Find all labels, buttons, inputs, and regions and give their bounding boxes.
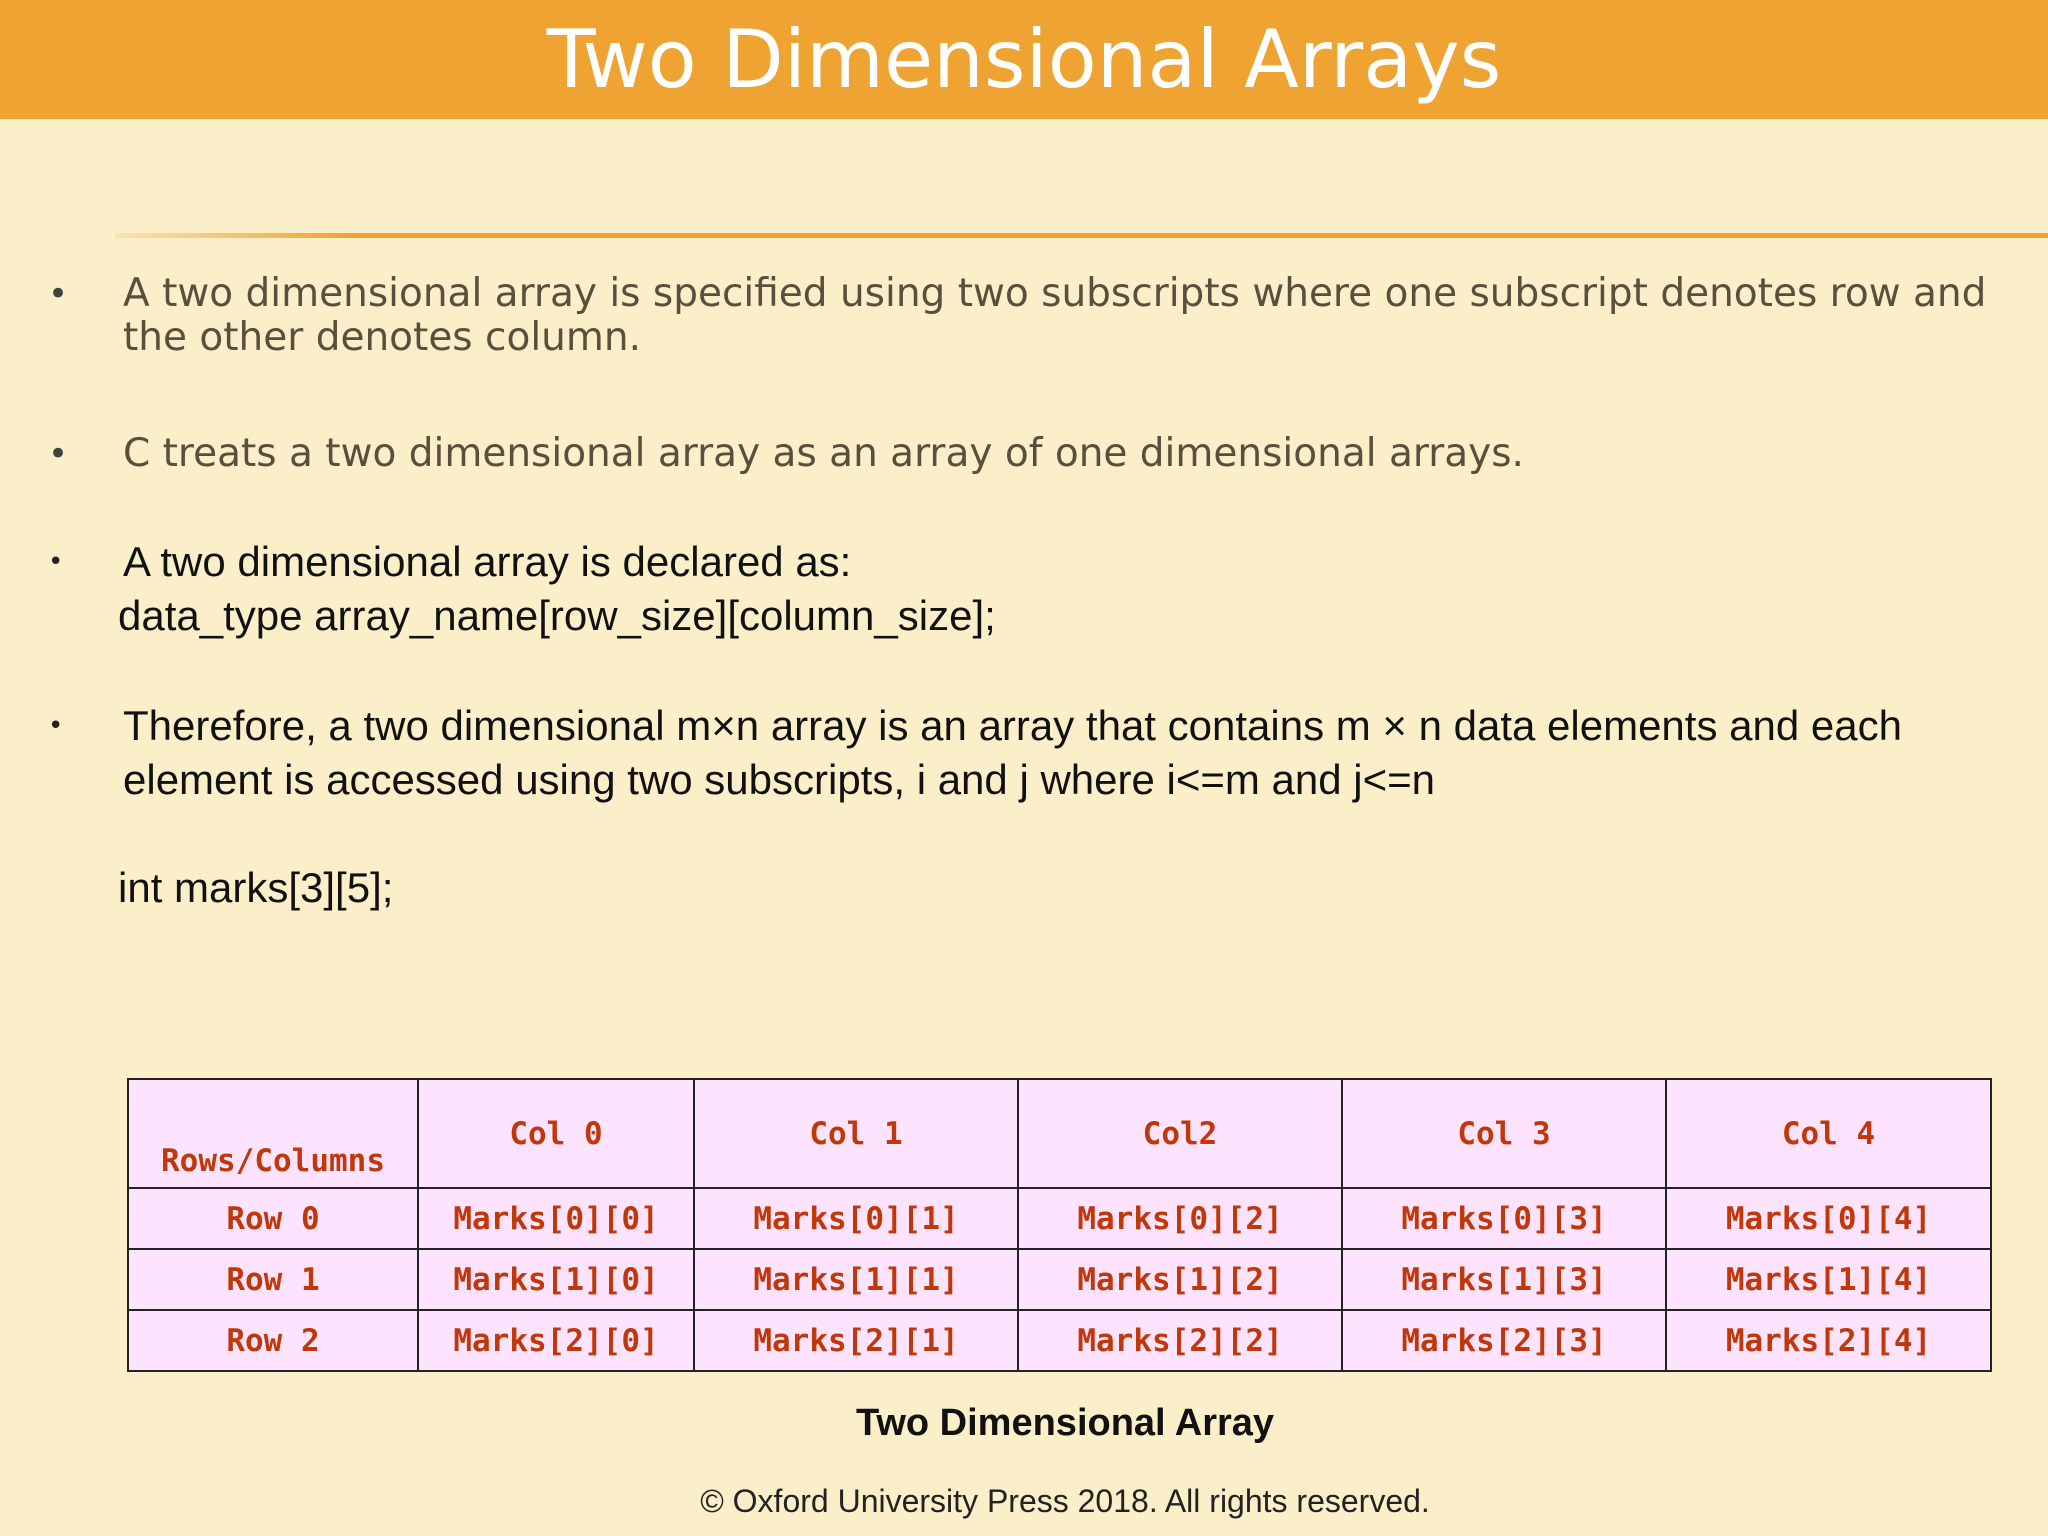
bullet-text: C treats a two dimensional array as an array of one dimensional arrays.	[123, 431, 1524, 476]
column-header: Col2	[1018, 1079, 1342, 1188]
row-label: Row 0	[128, 1188, 418, 1249]
column-header: Col 4	[1666, 1079, 1991, 1188]
table-header-row	[128, 1079, 1991, 1188]
bullet-text: A two dimensional array is specified using two subscripts where one subscript denotes row and the other denotes column.	[123, 271, 1987, 360]
bullet-text: Therefore, a two dimensional m×n array is an array that contains m × n data elements and each element is accessed using two subscripts, i and j where i<=m and j<=n	[123, 702, 1902, 803]
table-cell: Marks[1][4]	[1666, 1249, 1991, 1310]
column-header: Col 0	[418, 1079, 694, 1188]
table-row	[128, 1249, 1991, 1310]
table-corner-header: Rows/Columns	[128, 1079, 418, 1188]
table-cell: Marks[2][2]	[1018, 1310, 1342, 1371]
declaration-syntax: data_type array_name[row_size][column_size];	[118, 592, 996, 639]
bullet-text: A two dimensional array is declared as:	[123, 538, 852, 585]
table-cell: Marks[1][0]	[418, 1249, 694, 1310]
bullet-dot: •	[48, 547, 64, 577]
table-cell: Marks[0][3]	[1342, 1188, 1666, 1249]
table-cell: Marks[0][2]	[1018, 1188, 1342, 1249]
table-cell: Marks[2][0]	[418, 1310, 694, 1371]
slide-title: Two Dimensional Arrays	[546, 13, 1502, 106]
column-header: Col 3	[1342, 1079, 1666, 1188]
bullet-dot: •	[48, 434, 69, 474]
table-cell: Marks[2][4]	[1666, 1310, 1991, 1371]
table-cell: Marks[0][1]	[694, 1188, 1018, 1249]
row-label: Row 1	[128, 1249, 418, 1310]
bullet-dot: •	[48, 711, 64, 741]
table-cell: Marks[2][1]	[694, 1310, 1018, 1371]
column-header: Col 1	[694, 1079, 1018, 1188]
table-cell: Marks[1][3]	[1342, 1249, 1666, 1310]
table-cell: Marks[0][4]	[1666, 1188, 1991, 1249]
table-cell: Marks[1][2]	[1018, 1249, 1342, 1310]
table-cell: Marks[0][0]	[418, 1188, 694, 1249]
table-cell: Marks[2][3]	[1342, 1310, 1666, 1371]
table-row	[128, 1310, 1991, 1371]
table-caption: Two Dimensional Array	[855, 1402, 1275, 1444]
title-bar	[0, 0, 2048, 119]
table-cell: Marks[1][1]	[694, 1249, 1018, 1310]
table-row	[128, 1188, 1991, 1249]
example-declaration: int marks[3][5];	[118, 864, 394, 911]
bullet-dot: •	[48, 274, 69, 314]
row-label: Row 2	[128, 1310, 418, 1371]
title-divider	[115, 233, 2048, 238]
array-table	[127, 1078, 1992, 1372]
copyright-footer: © Oxford University Press 2018. All rights reserved.	[700, 1483, 1430, 1519]
